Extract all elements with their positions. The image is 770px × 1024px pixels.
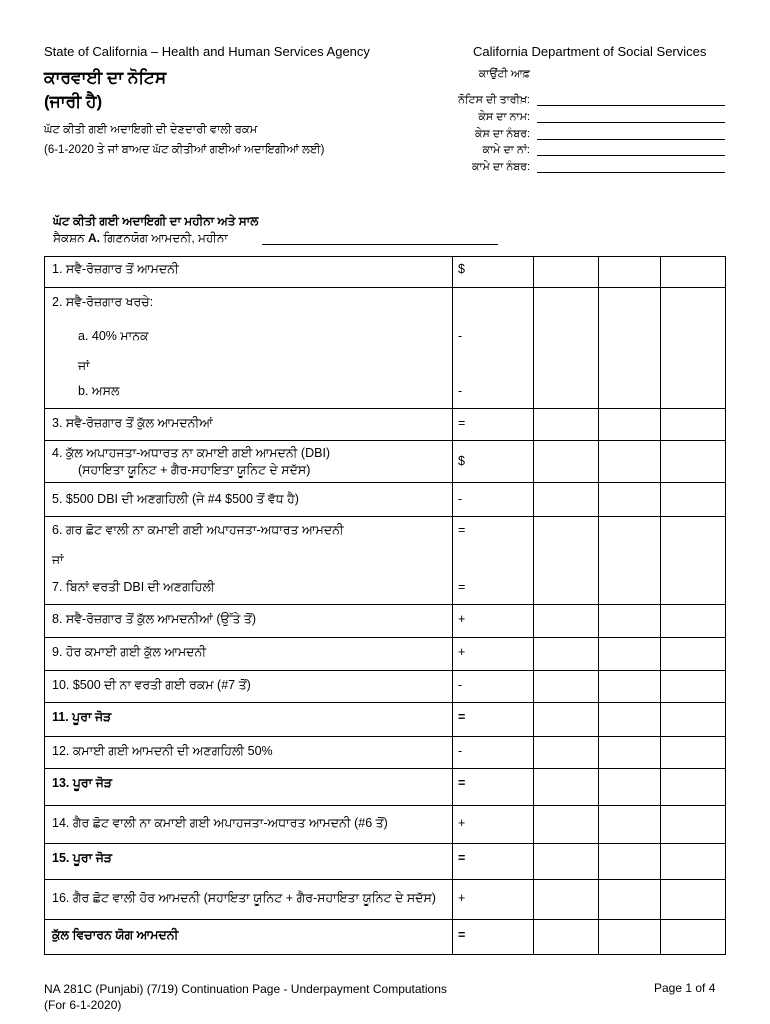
table-row-label: 6. ਗਰ ਛੋਟ ਵਾਲੀ ਨਾ ਕਮਾਈ ਗਈ ਅਪਾਹਜਤਾ-ਅਧਾਰਤ ਆਮਦਨੀ (52, 523, 344, 537)
table-rule (44, 843, 726, 844)
table-row-label: 3. ਸਵੈ-ਰੋਜ਼ਗਾਰ ਤੋਂ ਕੁੱਲ ਆਮਦਨੀਆਂ (52, 416, 213, 430)
form-id-text: NA 281C (Punjabi) (7/19) Continuation Page - Underpayment Computations (44, 982, 447, 996)
table-row-operator: - (458, 384, 463, 398)
notice-date-field[interactable] (537, 105, 725, 106)
table-row-operator: - (458, 329, 463, 343)
table-column-divider (598, 256, 599, 954)
table-row-label: 5. $500 DBI ਦੀ ਅਣਗਹਿਲੀ (ਜੇ #4 $500 ਤੋਂ ਵੱਧ ਹੈ) (52, 492, 299, 506)
case-number-label: ਕੇਸ ਦਾ ਨੰਬਰ: (475, 128, 530, 140)
table-row-label: 12. ਕਮਾਈ ਗਈ ਆਮਦਨੀ ਦੀ ਅਣਗਹਿਲੀ 50% (52, 744, 273, 758)
table-rule (44, 736, 726, 737)
table-row-label: ਕੁੱਲ ਵਿਚਾਰਨ ਯੋਗ ਆਮਦਨੀ (52, 928, 179, 942)
table-row-operator: + (458, 612, 466, 626)
worker-number-label: ਕਾਮੇ ਦਾ ਨੰਬਰ: (471, 161, 530, 173)
table-row-label: 13. ਪੂਰਾ ਜੋੜ (52, 776, 113, 790)
agency-name: State of California – Health and Human Services Agency (44, 44, 370, 59)
notice-title-continued: (ਜਾਰੀ ਹੈ) (44, 92, 103, 111)
table-row-operator: + (458, 816, 466, 830)
table-rule (44, 440, 726, 441)
table-row-label-continued: (ਸਹਾਇਤਾ ਯੂਨਿਟ + ਗੈਰ-ਸਹਾਇਤਾ ਯੂਨਿਟ ਦੇ ਸਦੱਸ) (78, 463, 311, 477)
table-row-label: 14. ਗੈਰ ਛੋਟ ਵਾਲੀ ਨਾ ਕਮਾਈ ਗਈ ਅਪਾਹਜਤਾ-ਅਧਾਰਤ ਆਮਦਨੀ (#6 ਤੋਂ) (52, 816, 388, 830)
table-rule (44, 637, 726, 638)
table-row-label: 10. $500 ਦੀ ਨਾ ਵਰਤੀ ਗਈ ਰਕਮ (#7 ਤੋਂ) (52, 678, 251, 692)
table-row-label: 9. ਹੋਰ ਕਮਾਈ ਗਈ ਕੁੱਲ ਆਮਦਨੀ (52, 645, 207, 659)
form-for-text: (For 6-1-2020) (44, 998, 122, 1012)
page-number: Page 1 of 4 (654, 981, 716, 995)
table-row-operator: - (458, 492, 463, 506)
case-name-label: ਕੇਸ ਦਾ ਨਾਮ: (478, 111, 530, 123)
table-row-label: 16. ਗੈਰ ਛੋਟ ਵਾਲੀ ਹੋਰ ਆਮਦਨੀ (ਸਹਾਇਤਾ ਯੂਨਿਟ + ਗੈਰ-ਸਹਾਇਤਾ ਯੂਨਿਟ ਦੇ ਸਦੱਸ) (52, 891, 436, 905)
table-rule (44, 256, 726, 257)
section-a-month-field[interactable] (262, 244, 498, 245)
table-row-operator: $ (458, 262, 465, 276)
table-row-label: 7. ਬਿਨਾਂ ਵਰਤੀ DBI ਦੀ ਅਣਗਹਿਲੀ (52, 580, 215, 594)
table-row-label: ਜਾਂ (78, 359, 90, 373)
worker-number-field[interactable] (537, 172, 725, 173)
table-row-operator: = (458, 580, 466, 594)
table-rule (44, 516, 726, 517)
department-name: California Department of Social Services (473, 44, 707, 59)
case-number-field[interactable] (537, 139, 725, 140)
worker-name-label: ਕਾਮੇ ਦਾ ਨਾਂ: (482, 144, 530, 156)
table-rule (44, 408, 726, 409)
underpayment-month-label: ਘੱਟ ਕੀਤੀ ਗਈ ਅਦਾਇਗੀ ਦਾ ਮਹੀਨਾ ਅਤੇ ਸਾਲ (53, 214, 259, 228)
table-row-label: b. ਅਸਲ (78, 384, 120, 398)
table-row-operator: = (458, 776, 466, 790)
county-label: ਕਾਉਂਟੀ ਆਫ਼ (478, 68, 530, 80)
table-rule (44, 702, 726, 703)
table-rule (44, 604, 726, 605)
table-row-operator: = (458, 851, 466, 865)
table-row-operator: = (458, 928, 466, 942)
table-row-label: 11. ਪੂਰਾ ਜੋੜ (52, 710, 112, 724)
table-row-label: 2. ਸਵੈ-ਰੋਜ਼ਗਾਰ ਖਰਚੇ: (52, 295, 154, 309)
table-row-label: 8. ਸਵੈ-ਰੋਜ਼ਗਾਰ ਤੋਂ ਕੁੱਲ ਆਮਦਨੀਆਂ (ਉੱਤੇ ਤੋਂ) (52, 612, 256, 626)
table-rule (44, 670, 726, 671)
table-column-divider (725, 256, 726, 954)
table-rule (44, 768, 726, 769)
table-rule (44, 287, 726, 288)
table-row-label: 4. ਕੁੱਲ ਅਪਾਹਜਤਾ-ਅਧਾਰਤ ਨਾ ਕਮਾਈ ਗਈ ਆਮਦਨੀ (DBI) (52, 446, 331, 460)
notice-subtitle: ਘੱਟ ਕੀਤੀ ਗਈ ਅਦਾਇਗੀ ਦੀ ਦੇਣਦਾਰੀ ਵਾਲੀ ਰਕਮ (44, 124, 258, 136)
case-name-field[interactable] (537, 122, 725, 123)
notice-subtitle-dates: (6-1-2020 ਤੇ ਜਾਂ ਬਾਅਦ ਘੱਟ ਕੀਤੀਆਂ ਗਈਆਂ ਅਦਾਇਗੀਆਂ ਲਈ) (44, 144, 325, 156)
table-row-operator: = (458, 416, 466, 430)
notice-title: ਕਾਰਵਾਈ ਦਾ ਨੋਟਿਸ (44, 68, 167, 87)
table-rule (44, 482, 726, 483)
form-identifier (44, 981, 447, 1013)
table-row-operator: - (458, 744, 463, 758)
table-column-divider (660, 256, 661, 954)
table-column-divider (44, 256, 45, 954)
table-row-label: 15. ਪੂਰਾ ਜੋੜ (52, 851, 113, 865)
table-row-operator: = (458, 710, 466, 724)
table-rule (44, 805, 726, 806)
table-row-label: a. 40% ਮਾਨਕ (78, 329, 149, 343)
table-column-divider (452, 256, 453, 954)
table-row-operator: + (458, 891, 466, 905)
table-row-operator: = (458, 523, 466, 537)
table-rule (44, 954, 726, 955)
table-row-operator: $ (458, 454, 465, 468)
table-row-label: ਜਾਂ (52, 553, 64, 567)
table-row-operator: - (458, 678, 463, 692)
table-rule (44, 919, 726, 920)
table-column-divider (533, 256, 534, 954)
table-row-operator: + (458, 645, 466, 659)
notice-date-label: ਨੋਟਿਸ ਦੀ ਤਾਰੀਖ਼: (458, 94, 530, 106)
section-a-label: ਸੈਕਸ਼ਨ A. ਗਿਣਨਯੋਗ ਆਮਦਨੀ, ਮਹੀਨਾ (53, 231, 228, 245)
table-row-label: 1. ਸਵੈ-ਰੋਜ਼ਗਾਰ ਤੋਂ ਆਮਦਨੀ (52, 262, 179, 276)
table-rule (44, 879, 726, 880)
worker-name-field[interactable] (537, 155, 725, 156)
